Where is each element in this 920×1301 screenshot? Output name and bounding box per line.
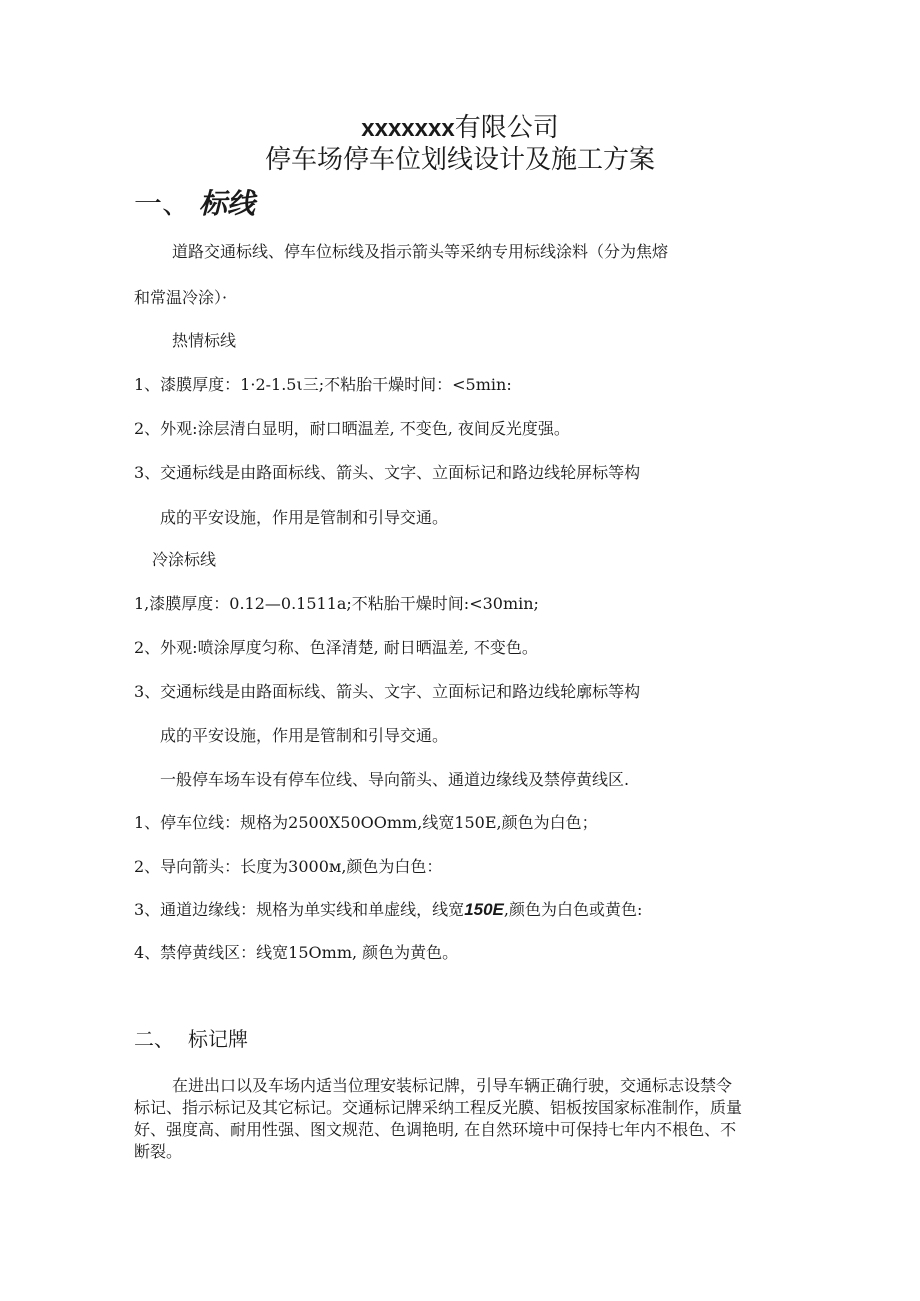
section2-heading bbox=[134, 1025, 248, 1053]
section2-para-line1: 在进出口以及车场内适当位理安装标记牌，引导车辆正确行驶，交通标志设禁令 bbox=[172, 1076, 733, 1095]
general-item-3-text: 3、通道边缘线：规格为单实线和单虚线，线宽 bbox=[134, 900, 465, 919]
section2-para-line2: 标记、指示标记及其它标记。交通标记牌采纳工程反光膜、铝板按国家标准制作，质量 bbox=[134, 1098, 743, 1117]
section1-intro-line1: 道路交通标线、停车位标线及指示箭头等采纳专用标线涂料（分为焦熔 bbox=[172, 242, 669, 261]
section1-intro-line2: 和常温冷涂）· bbox=[134, 288, 228, 307]
general-item-3-width: 150E bbox=[464, 900, 504, 919]
section1-heading bbox=[134, 187, 255, 221]
hot-item-3-line2: 成的平安设施，作用是管制和引导交通。 bbox=[160, 508, 449, 527]
cold-line-label: 冷涂标线 bbox=[152, 550, 217, 569]
section1-number: 一、 bbox=[134, 187, 191, 220]
company-title bbox=[0, 112, 920, 145]
cold-item-2: 2、外观:喷涂厚度匀称、色泽清楚, 耐日晒温差, 不变色。 bbox=[134, 638, 538, 657]
general-item-2: 2、导向箭头：长度为3000м,颜色为白色： bbox=[134, 857, 443, 876]
section1-title: 标线 bbox=[198, 187, 255, 220]
general-item-4: 4、禁停黄线区：线宽15Omm, 颜色为黄色。 bbox=[134, 943, 459, 962]
company-name-placeholder: xxxxxxx bbox=[361, 115, 455, 142]
general-item-3 bbox=[134, 899, 642, 921]
company-suffix: 有限公司 bbox=[454, 113, 559, 143]
cold-item-1: 1,漆膜厚度：0.12—0.1511a;不粘胎干燥时间:<30min; bbox=[134, 594, 539, 613]
general-item-1: 1、停车位线：规格为2500X50OOmm,线宽150E,颜色为白色； bbox=[134, 813, 598, 832]
section2-para-line4: 断裂。 bbox=[134, 1142, 183, 1161]
cold-item-3-line2: 成的平安设施，作用是管制和引导交通。 bbox=[160, 726, 449, 745]
general-intro: 一般停车场车设有停车位线、导向箭头、通道边缘线及禁停黄线区. bbox=[160, 770, 630, 789]
hot-line-label: 热情标线 bbox=[172, 331, 237, 350]
section2-para-line3: 好、强度高、耐用性强、图文规范、色调艳明, 在自然环境中可保持七年内不根色、不 bbox=[134, 1120, 737, 1139]
section2-paragraph bbox=[134, 1075, 784, 1163]
section2-title: 标记牌 bbox=[188, 1027, 248, 1051]
section2-number: 二、 bbox=[134, 1027, 174, 1051]
document-title: 停车场停车位划线设计及施工方案 bbox=[264, 145, 655, 175]
hot-item-1: 1、漆膜厚度：1·2-1.5ι三;不粘胎干燥时间：<5min: bbox=[134, 375, 512, 394]
hot-item-2: 2、外观:涂层清白显明，耐口晒温差, 不变色, 夜间反光度强。 bbox=[134, 419, 570, 438]
general-item-3-color: ,颜色为白色或黄色: bbox=[503, 900, 643, 919]
cold-item-3-line1: 3、交通标线是由路面标线、箭头、文字、立面标记和路边线轮廓标等构 bbox=[134, 682, 641, 701]
hot-item-3-line1: 3、交通标线是由路面标线、箭头、文字、立面标记和路边线轮屏标等构 bbox=[134, 463, 641, 482]
